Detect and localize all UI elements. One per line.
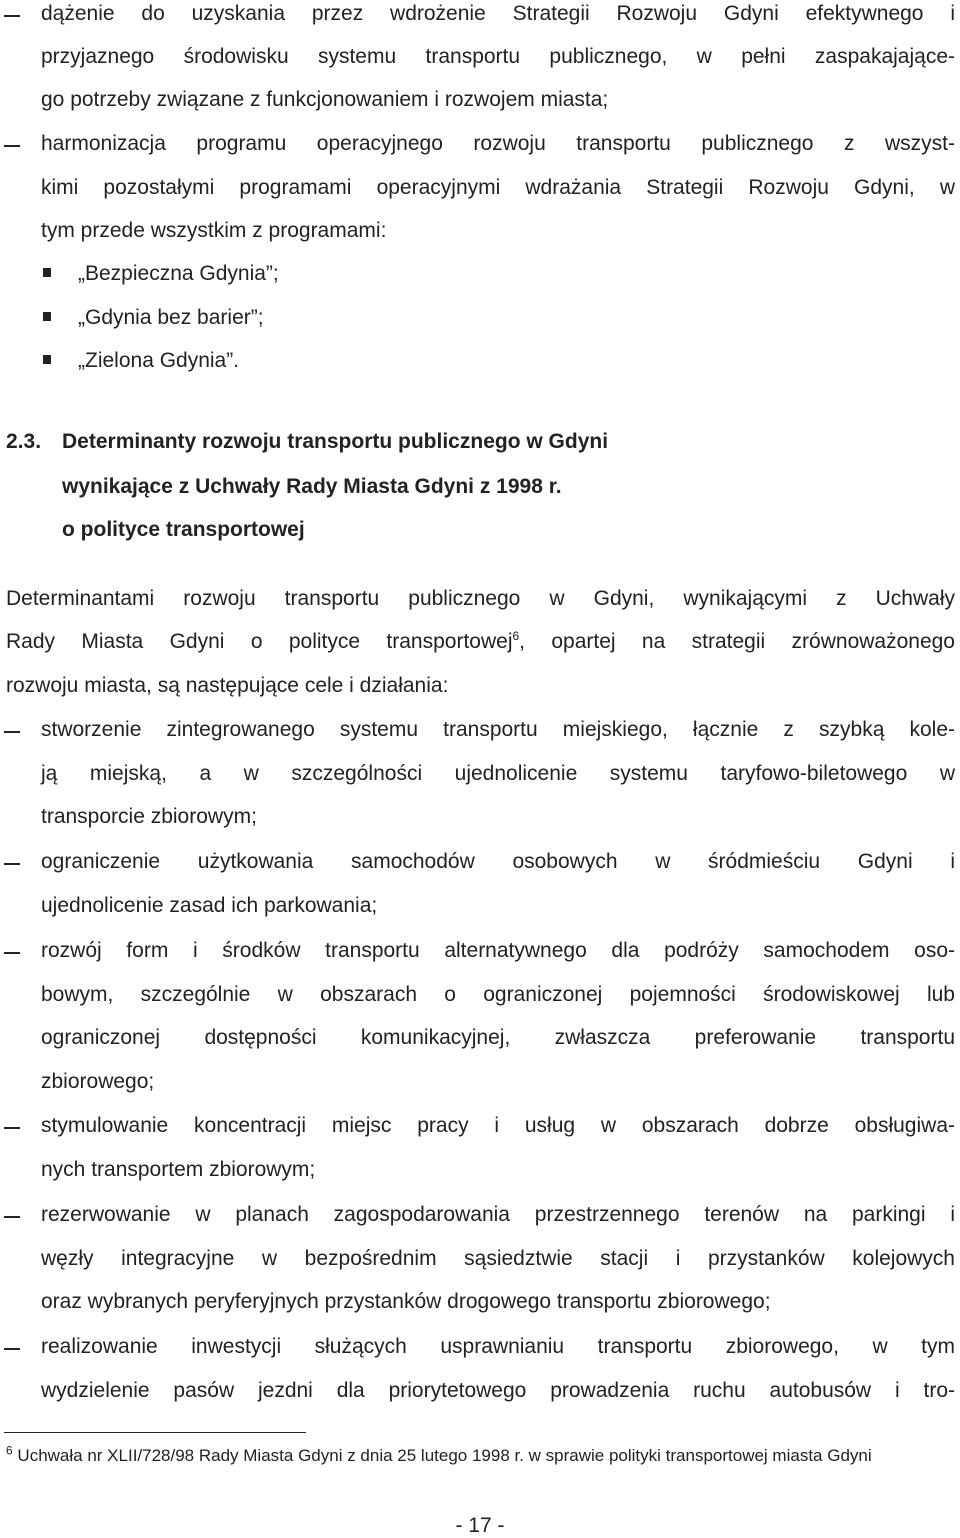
- program-item: „Gdynia bez barier”;: [78, 306, 264, 329]
- list-item-line: nych transportem zbiorowym;: [41, 1158, 316, 1181]
- paragraph-line: [6, 630, 955, 654]
- program-item: „Bezpieczna Gdynia”;: [78, 262, 279, 285]
- dash-bullet: [4, 731, 20, 733]
- list-item-line: kimi pozostałymi programami operacyjnymi wdrażania Strategii Rozwoju Gdyni, w: [41, 176, 955, 199]
- list-item-line: rozwój form i środków transportu alternatywnego dla podróży samochodem oso-: [41, 939, 955, 962]
- list-item-line: przyjaznego środowisku systemu transportu publicznego, w pełni zaspakajające-: [41, 45, 955, 68]
- program-item: „Zielona Gdynia”.: [78, 349, 240, 372]
- section-title-line: Determinanty rozwoju transportu publicznego w Gdyni: [62, 430, 609, 453]
- dash-bullet: [4, 1127, 20, 1129]
- list-item-line: węzły integracyjne w bezpośrednim sąsiedztwie stacji i przystanków kolejowych: [41, 1247, 955, 1270]
- square-bullet-icon: [43, 312, 51, 321]
- list-item-line: dążenie do uzyskania przez wdrożenie Strategii Rozwoju Gdyni efektywnego i: [41, 2, 955, 25]
- dash-bullet: [4, 15, 20, 17]
- paragraph-text: , opartej na strategii zrównoważonego: [519, 630, 955, 653]
- list-item-line: stworzenie zintegrowanego systemu transportu miejskiego, łącznie z szybką kole-: [41, 718, 955, 741]
- list-item-line: oraz wybranych peryferyjnych przystanków drogowego transportu zbiorowego;: [41, 1290, 771, 1313]
- dash-bullet: [4, 952, 20, 954]
- footnote-reference[interactable]: 6: [512, 629, 520, 643]
- list-item-line: bowym, szczególnie w obszarach o ograniczonej pojemności środowiskowej lub: [41, 983, 955, 1006]
- list-item-line: ją miejską, a w szczególności ujednolicenie systemu taryfowo-biletowego w: [41, 762, 955, 785]
- list-item-line: ujednolicenie zasad ich parkowania;: [41, 894, 378, 917]
- list-item-line: rezerwowanie w planach zagospodarowania przestrzennego terenów na parkingi i: [41, 1203, 955, 1226]
- square-bullet-icon: [43, 268, 51, 277]
- list-item-line: transporcie zbiorowym;: [41, 805, 257, 828]
- footnote-separator: [4, 1432, 306, 1433]
- footnote-marker: 6: [6, 1443, 13, 1458]
- dash-bullet: [4, 1348, 20, 1350]
- footnote-text: Uchwała nr XLII/728/98 Rady Miasta Gdyni z dnia 25 lutego 1998 r. w sprawie polityki transportowej miasta Gdyni: [17, 1446, 872, 1465]
- list-item-line: go potrzeby związane z funkcjonowaniem i rozwojem miasta;: [41, 88, 609, 111]
- list-item-line: zbiorowego;: [41, 1070, 155, 1093]
- paragraph-text: Rady Miasta Gdyni o polityce transportowej: [6, 630, 513, 653]
- section-title-line: wynikające z Uchwały Rady Miasta Gdyni z 1998 r.: [62, 475, 562, 498]
- dash-bullet: [4, 863, 20, 865]
- dash-bullet: [4, 145, 20, 147]
- list-item-line: realizowanie inwestycji służących usprawnianiu transportu zbiorowego, w tym: [41, 1335, 955, 1358]
- section-title-line: o polityce transportowej: [62, 518, 305, 541]
- list-item-line: ograniczonej dostępności komunikacyjnej, zwłaszcza preferowanie transportu: [41, 1026, 955, 1049]
- list-item-line: wydzielenie pasów jezdni dla priorytetowego prowadzenia ruchu autobusów i tro-: [41, 1379, 955, 1402]
- footnote: [6, 1443, 872, 1466]
- list-item-line: tym przede wszystkim z programami:: [41, 219, 387, 242]
- list-item-line: ograniczenie użytkowania samochodów osobowych w śródmieściu Gdyni i: [41, 850, 955, 873]
- square-bullet-icon: [43, 355, 51, 364]
- section-number: 2.3.: [6, 430, 42, 453]
- list-item-line: harmonizacja programu operacyjnego rozwoju transportu publicznego z wszyst-: [41, 132, 955, 155]
- paragraph-line: Determinantami rozwoju transportu publicznego w Gdyni, wynikającymi z Uchwały: [6, 587, 955, 610]
- paragraph-line: rozwoju miasta, są następujące cele i działania:: [6, 674, 449, 697]
- list-item-line: stymulowanie koncentracji miejsc pracy i usług w obszarach dobrze obsługiwa-: [41, 1114, 955, 1137]
- page-number: - 17 -: [455, 1514, 505, 1537]
- dash-bullet: [4, 1216, 20, 1218]
